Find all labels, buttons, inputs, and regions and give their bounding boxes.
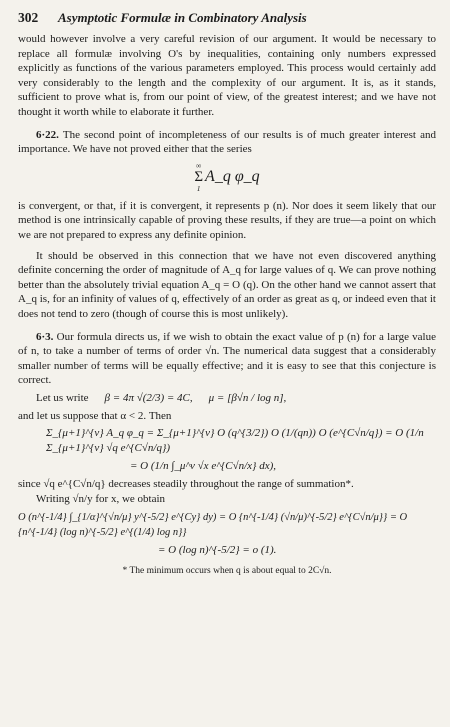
- series-equation: [18, 161, 436, 193]
- section-6-22-text-a: The second point of incompleteness of our results is of much greater interest and importance. We have not proved either that the series: [18, 128, 436, 156]
- equation-2: = O (1/n ∫_μ^ν √x e^{C√n/x} dx),: [130, 460, 276, 473]
- page: [18, 10, 436, 576]
- running-header: [18, 10, 436, 32]
- writing-line: Writing √n/y for x, we obtain: [36, 493, 166, 506]
- suppose-line: and let us suppose that α < 2. Then: [18, 409, 172, 422]
- section-number: 6·22.: [36, 128, 59, 141]
- running-head: Asymptotic Formulæ in Combinatory Analysis: [58, 10, 307, 25]
- paragraph-continuation: would however involve a very careful revision of our argument. It would be necessary to replace all formulæ involving O's by inequalities, containing only numbers expressed explicitly as functions of the various parameters employed. This process would certainly add very considerably to the length and the complexity of our argument. It is, as it stands, sufficient to prove what is, from our point of view, of the greatest interest; and we have not thought it worth while to elaborate it further.: [18, 33, 436, 118]
- equation-4: = O (log n)^{-5/2} = o (1).: [158, 543, 277, 556]
- page-number: 302: [18, 10, 39, 25]
- mu-definition: μ = [β√n / log n],: [208, 391, 287, 404]
- equation-3: O (n^{-1/4} ∫_{1/α}^{√n/μ} y^{-5/2} e^{Cy} dy) = O {n^{-1/4} (√n/μ)^{-5/2} e^{C√n/μ}} = O {n^{-1/4} (log n)^{-5/2} e^{(1/4) log n}}: [18, 511, 408, 538]
- equation-1: Σ_{μ+1}^{ν} A_q φ_q = Σ_{μ+1}^{ν} O (q^{3/2}) O (1/(qn)) O (e^{C√n/q}) = O (1/n Σ_{μ+1}^{ν} √q e^{C√n/q}): [46, 427, 424, 455]
- section-number: 6·3.: [36, 330, 54, 343]
- footnote: * The minimum occurs when q is about equal to 2C√n.: [122, 565, 332, 576]
- section-6-3-text: Our formula directs us, if we wish to obtain the exact value of p (n) for a large value of n, to take a number of terms of order √n. The numerical data suggest that a considerably smaller number of terms will be equally effective; and it is easy to see that this conjecture is correct.: [18, 330, 436, 387]
- since-line: since √q e^{C√n/q} decreases steadily throughout the range of summation*.: [18, 478, 354, 491]
- let-us-write: Let us write: [36, 391, 89, 404]
- section-6-3: [18, 330, 436, 388]
- section-6-22: [18, 128, 436, 157]
- series-term: A_q φ_q: [205, 167, 260, 185]
- paragraph-order-of-magnitude: It should be observed in this connection that we have not even discovered anything definite concerning the order of magnitude of A_q for large values of q. We can prove nothing better than the absolutely trivial equation A_q = O (q). On the other hand we cannot assert that A_q is, for an infinity of values of q, effectively of an order as great as q, or indeed even that it does not tend to zero (though of course this is most unlikely).: [18, 249, 436, 320]
- definition-line: [18, 391, 436, 406]
- beta-definition: β = 4π √(2/3) = 4C,: [104, 391, 193, 404]
- sum-symbol: ∞ Σ 1: [194, 160, 204, 193]
- section-6-22-text-b: is convergent, or that, if it is convergent, it represents p (n). Nor does it seem likely that our method is one intrinsically capable of proving these results, if they are true—a point on which we are not prepared to express any definite opinion.: [18, 199, 436, 241]
